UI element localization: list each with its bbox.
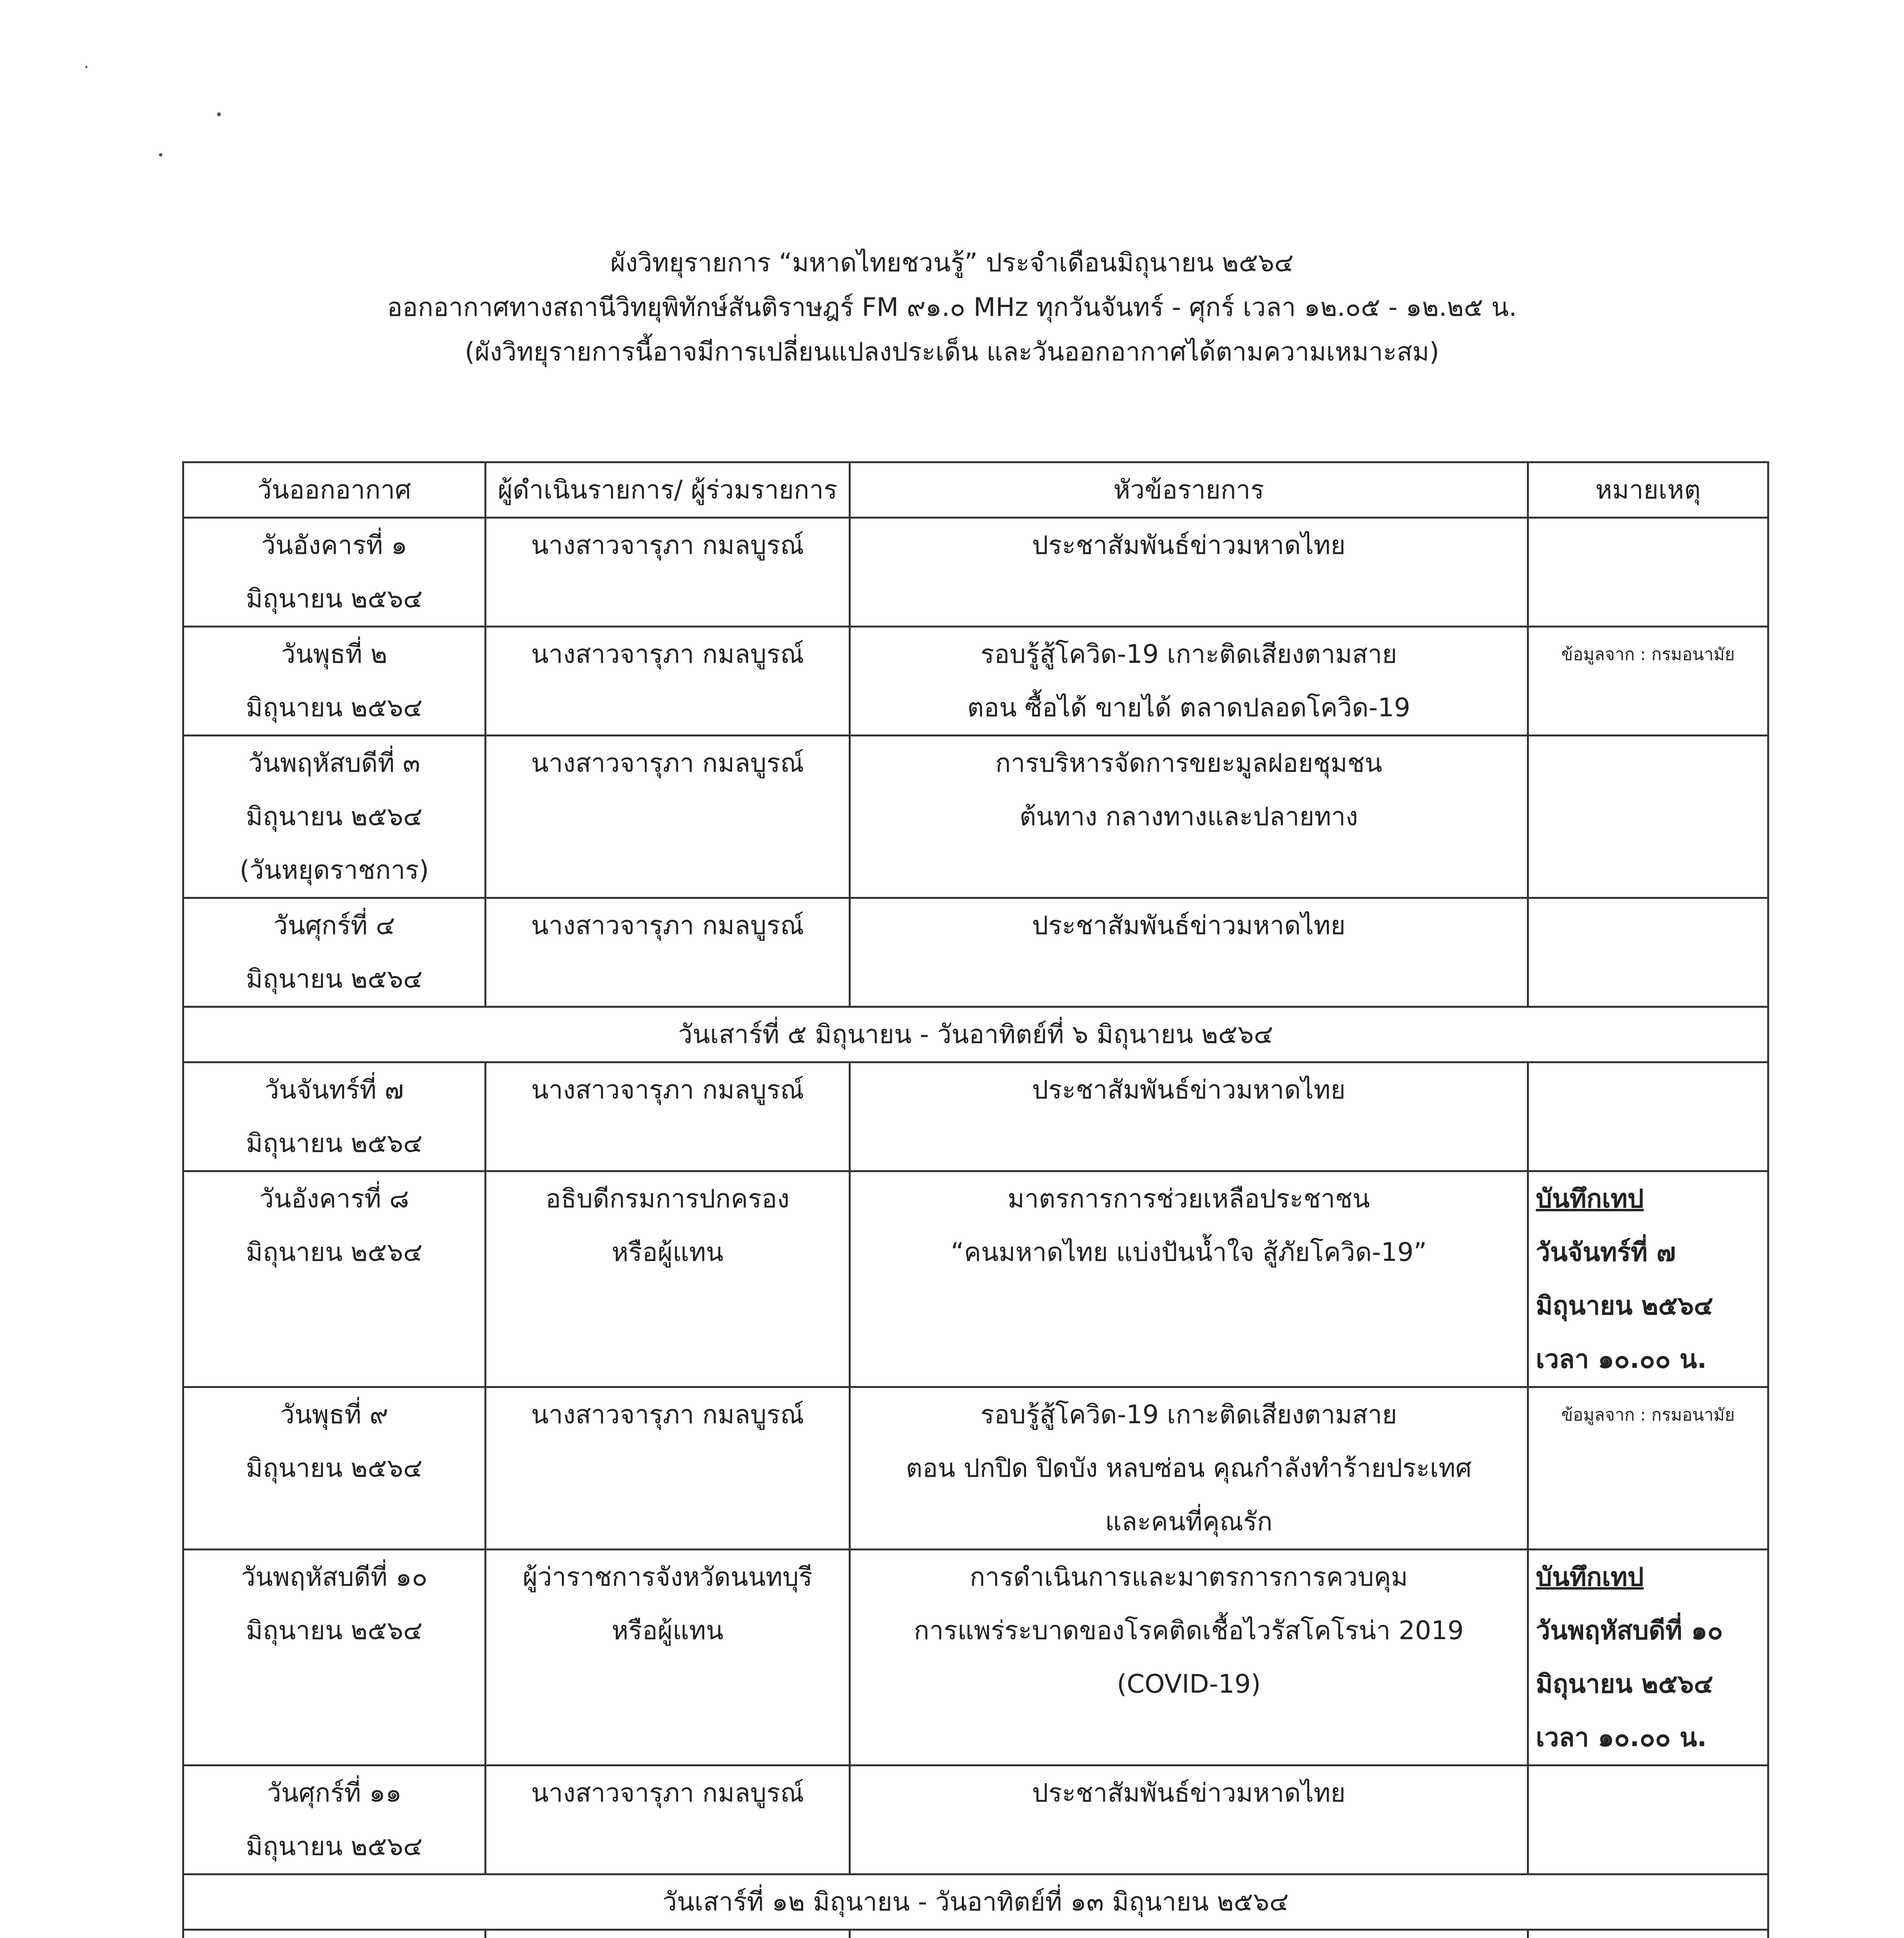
weekend-row <box>183 1007 1768 1062</box>
remark-cell <box>1528 1171 1768 1387</box>
air-date-line: มิถุนายน ๒๕๖๔ <box>246 1831 423 1861</box>
remark-tape-label: บันทึกเทป <box>1536 1184 1644 1214</box>
air-date-line <box>191 1931 477 1938</box>
topic-cell <box>850 898 1528 1007</box>
header-host: ผู้ดำเนินรายการ/ ผู้ร่วมรายการ <box>486 462 850 518</box>
air-date-cell <box>183 1387 486 1550</box>
host-line: หรือผู้แทน <box>612 1616 724 1645</box>
air-date-line: มิถุนายน ๒๕๖๔ <box>246 584 423 614</box>
air-date-line: มิถุนายน ๒๕๖๔ <box>246 1453 423 1483</box>
topic-line: รอบรู้สู้โควิด-19 เกาะติดเสียงตามสาย <box>980 639 1397 669</box>
topic-line: มาตรการการช่วยเหลือประชาชน <box>1007 1184 1370 1214</box>
air-date-line: วันศุกร์ที่ ๔ <box>273 910 395 940</box>
host-line <box>493 1931 842 1938</box>
air-date-line: มิถุนายน ๒๕๖๔ <box>246 693 423 722</box>
host-line: นางสาวจารุภา กมลบูรณ์ <box>531 530 804 560</box>
topic-line: ต้นทาง กลางทางและปลายทาง <box>1019 802 1358 831</box>
topic-cell <box>850 518 1528 627</box>
air-date-line: วันพุธที่ ๒ <box>281 639 388 669</box>
topic-cell <box>850 1550 1528 1766</box>
schedule-row <box>183 518 1768 627</box>
host-line: นางสาวจารุภา กมลบูรณ์ <box>531 1075 804 1105</box>
scan-speck <box>159 153 162 157</box>
remark-tape-detail: วันพฤหัสบดีที่ ๑๐ <box>1536 1616 1723 1645</box>
remark-tape-label: บันทึกเทป <box>1536 1562 1644 1592</box>
schedule-row <box>183 736 1768 898</box>
topic-line: ตอน ปกปิด ปิดบัง หลบซ่อน คุณกำลังทำร้ายประเทศ <box>906 1453 1472 1483</box>
air-date-cell <box>183 627 486 736</box>
scan-speck <box>85 66 88 68</box>
remark-source: ข้อมูลจาก : กรมอนามัย <box>1561 645 1735 664</box>
remark-tape-detail: วันจันทร์ที่ ๗ <box>1536 1237 1676 1267</box>
host-line: นางสาวจารุภา กมลบูรณ์ <box>531 1400 804 1429</box>
schedule-table-body <box>183 518 1768 1938</box>
air-date-line: มิถุนายน ๒๕๖๔ <box>246 1128 423 1158</box>
schedule-title: ผังวิทยุรายการ “มหาดไทยชวนรู้” ประจำเดือนมิถุนายน ๒๕๖๔ <box>610 248 1294 278</box>
air-date-cell <box>183 1550 486 1766</box>
remark-source: ข้อมูลจาก : กรมอนามัย <box>1561 1405 1735 1425</box>
host-cell <box>486 736 850 898</box>
schedule-row <box>183 627 1768 736</box>
air-date-line: มิถุนายน ๒๕๖๔ <box>246 802 423 831</box>
remark-tape-detail: มิถุนายน ๒๕๖๔ <box>1536 1669 1713 1699</box>
host-cell <box>486 1766 850 1874</box>
topic-line: ประชาสัมพันธ์ข่าวมหาดไทย <box>1032 910 1346 940</box>
air-date-line: วันอังคารที่ ๘ <box>259 1184 409 1214</box>
remark-cell <box>1528 736 1768 898</box>
host-line: นางสาวจารุภา กมลบูรณ์ <box>531 1778 804 1808</box>
air-date-line: วันพฤหัสบดีที่ ๓ <box>248 748 420 778</box>
schedule-row <box>183 1930 1768 1938</box>
weekend-row <box>183 1874 1768 1930</box>
header-topic: หัวข้อรายการ <box>850 462 1528 518</box>
schedule-disclaimer: (ผังวิทยุรายการนี้อาจมีการเปลี่ยนแปลงประเด็น และวันออกอากาศได้ตามความเหมาะสม) <box>465 337 1439 367</box>
air-date-cell <box>183 1766 486 1874</box>
table-header-row <box>183 462 1768 518</box>
host-cell <box>486 1171 850 1387</box>
host-cell <box>486 518 850 627</box>
topic-line: และคนที่คุณรัก <box>1105 1507 1273 1536</box>
air-date-cell <box>183 736 486 898</box>
remark-tape-detail: เวลา ๑๐.๐๐ น. <box>1536 1344 1707 1374</box>
schedule-row <box>183 1550 1768 1766</box>
remark-cell <box>1528 1387 1768 1550</box>
remark-cell <box>1528 1550 1768 1766</box>
topic-cell <box>850 1171 1528 1387</box>
topic-line: การแพร่ระบาดของโรคติดเชื้อไวรัสโคโรน่า 2019 <box>913 1616 1464 1645</box>
air-date-cell <box>183 898 486 1007</box>
host-line: ผู้ว่าราชการจังหวัดนนทบุรี <box>522 1562 813 1592</box>
air-date-line: วันจันทร์ที่ ๗ <box>264 1075 404 1105</box>
air-date-line: วันอังคารที่ ๑ <box>261 530 408 560</box>
host-cell <box>486 1062 850 1171</box>
weekend-dates: วันเสาร์ที่ ๕ มิถุนายน - วันอาทิตย์ที่ ๖ มิถุนายน ๒๕๖๔ <box>183 1007 1768 1062</box>
topic-cell <box>850 1062 1528 1171</box>
host-cell <box>486 1550 850 1766</box>
topic-cell <box>850 1930 1528 1938</box>
remark-tape-detail: เวลา ๑๐.๐๐ น. <box>1536 1722 1707 1752</box>
topic-line: การบริหารจัดการขยะมูลฝอยชุมชน <box>995 748 1382 778</box>
host-line: นางสาวจารุภา กมลบูรณ์ <box>531 910 804 940</box>
topic-line: การดำเนินการและมาตรการการควบคุม <box>970 1562 1408 1592</box>
host-line: นางสาวจารุภา กมลบูรณ์ <box>531 748 804 778</box>
topic-cell <box>850 1766 1528 1874</box>
topic-line: (COVID-19) <box>1117 1669 1261 1699</box>
topic-line: ตอน ซื้อได้ ขายได้ ตลาดปลอดโควิด-19 <box>967 693 1411 722</box>
topic-cell <box>850 627 1528 736</box>
remark-tape-detail: มิถุนายน ๒๕๖๔ <box>1536 1291 1713 1321</box>
air-date-line: วันศุกร์ที่ ๑๑ <box>267 1778 402 1808</box>
air-date-line: วันพฤหัสบดีที่ ๑๐ <box>241 1562 427 1592</box>
remark-cell <box>1528 1062 1768 1171</box>
schedule-row <box>183 1062 1768 1171</box>
schedule-row <box>183 898 1768 1007</box>
remark-cell <box>1528 518 1768 627</box>
host-line: นางสาวจารุภา กมลบูรณ์ <box>531 639 804 669</box>
remark-cell <box>1528 1766 1768 1874</box>
schedule-row <box>183 1171 1768 1387</box>
remark-cell <box>1528 1930 1768 1938</box>
schedule-row <box>183 1766 1768 1874</box>
air-date-cell <box>183 1930 486 1938</box>
host-line: อธิบดีกรมการปกครอง <box>545 1184 790 1214</box>
schedule-row <box>183 1387 1768 1550</box>
topic-line <box>858 1931 1520 1938</box>
host-cell <box>486 898 850 1007</box>
topic-line: “คนมหาดไทย แบ่งปันน้ำใจ สู้ภัยโควิด-19” <box>951 1237 1427 1267</box>
header-air-date: วันออกอากาศ <box>183 462 486 518</box>
remark-cell <box>1528 627 1768 736</box>
air-date-line: มิถุนายน ๒๕๖๔ <box>246 964 423 994</box>
remark-cell <box>1528 898 1768 1007</box>
topic-line: รอบรู้สู้โควิด-19 เกาะติดเสียงตามสาย <box>980 1400 1397 1429</box>
scan-speck <box>217 112 221 116</box>
air-date-line: วันพุธที่ ๙ <box>280 1400 388 1429</box>
topic-cell <box>850 1387 1528 1550</box>
air-date-cell <box>183 1171 486 1387</box>
document-header <box>0 240 1904 374</box>
air-date-cell <box>183 1062 486 1171</box>
header-remark: หมายเหตุ <box>1528 462 1768 518</box>
air-date-cell <box>183 518 486 627</box>
topic-line: ประชาสัมพันธ์ข่าวมหาดไทย <box>1032 530 1346 560</box>
air-date-line: มิถุนายน ๒๕๖๔ <box>246 1237 423 1267</box>
air-date-line: มิถุนายน ๒๕๖๔ <box>246 1616 423 1645</box>
air-date-line: (วันหยุดราชการ) <box>240 855 429 885</box>
host-cell <box>486 627 850 736</box>
broadcast-info: ออกอากาศทางสถานีวิทยุพิทักษ์สันติราษฎร์ FM ๙๑.๐ MHz ทุกวันจันทร์ - ศุกร์ เวลา ๑๒.๐๕ - ๑๒.๒๕ น. <box>387 292 1517 322</box>
topic-line: ประชาสัมพันธ์ข่าวมหาดไทย <box>1032 1075 1346 1105</box>
topic-cell <box>850 736 1528 898</box>
weekend-dates: วันเสาร์ที่ ๑๒ มิถุนายน - วันอาทิตย์ที่ ๑๓ มิถุนายน ๒๕๖๔ <box>183 1874 1768 1930</box>
host-line: หรือผู้แทน <box>612 1237 724 1267</box>
host-cell <box>486 1387 850 1550</box>
schedule-table <box>182 461 1769 1938</box>
topic-line: ประชาสัมพันธ์ข่าวมหาดไทย <box>1032 1778 1346 1808</box>
host-cell <box>486 1930 850 1938</box>
